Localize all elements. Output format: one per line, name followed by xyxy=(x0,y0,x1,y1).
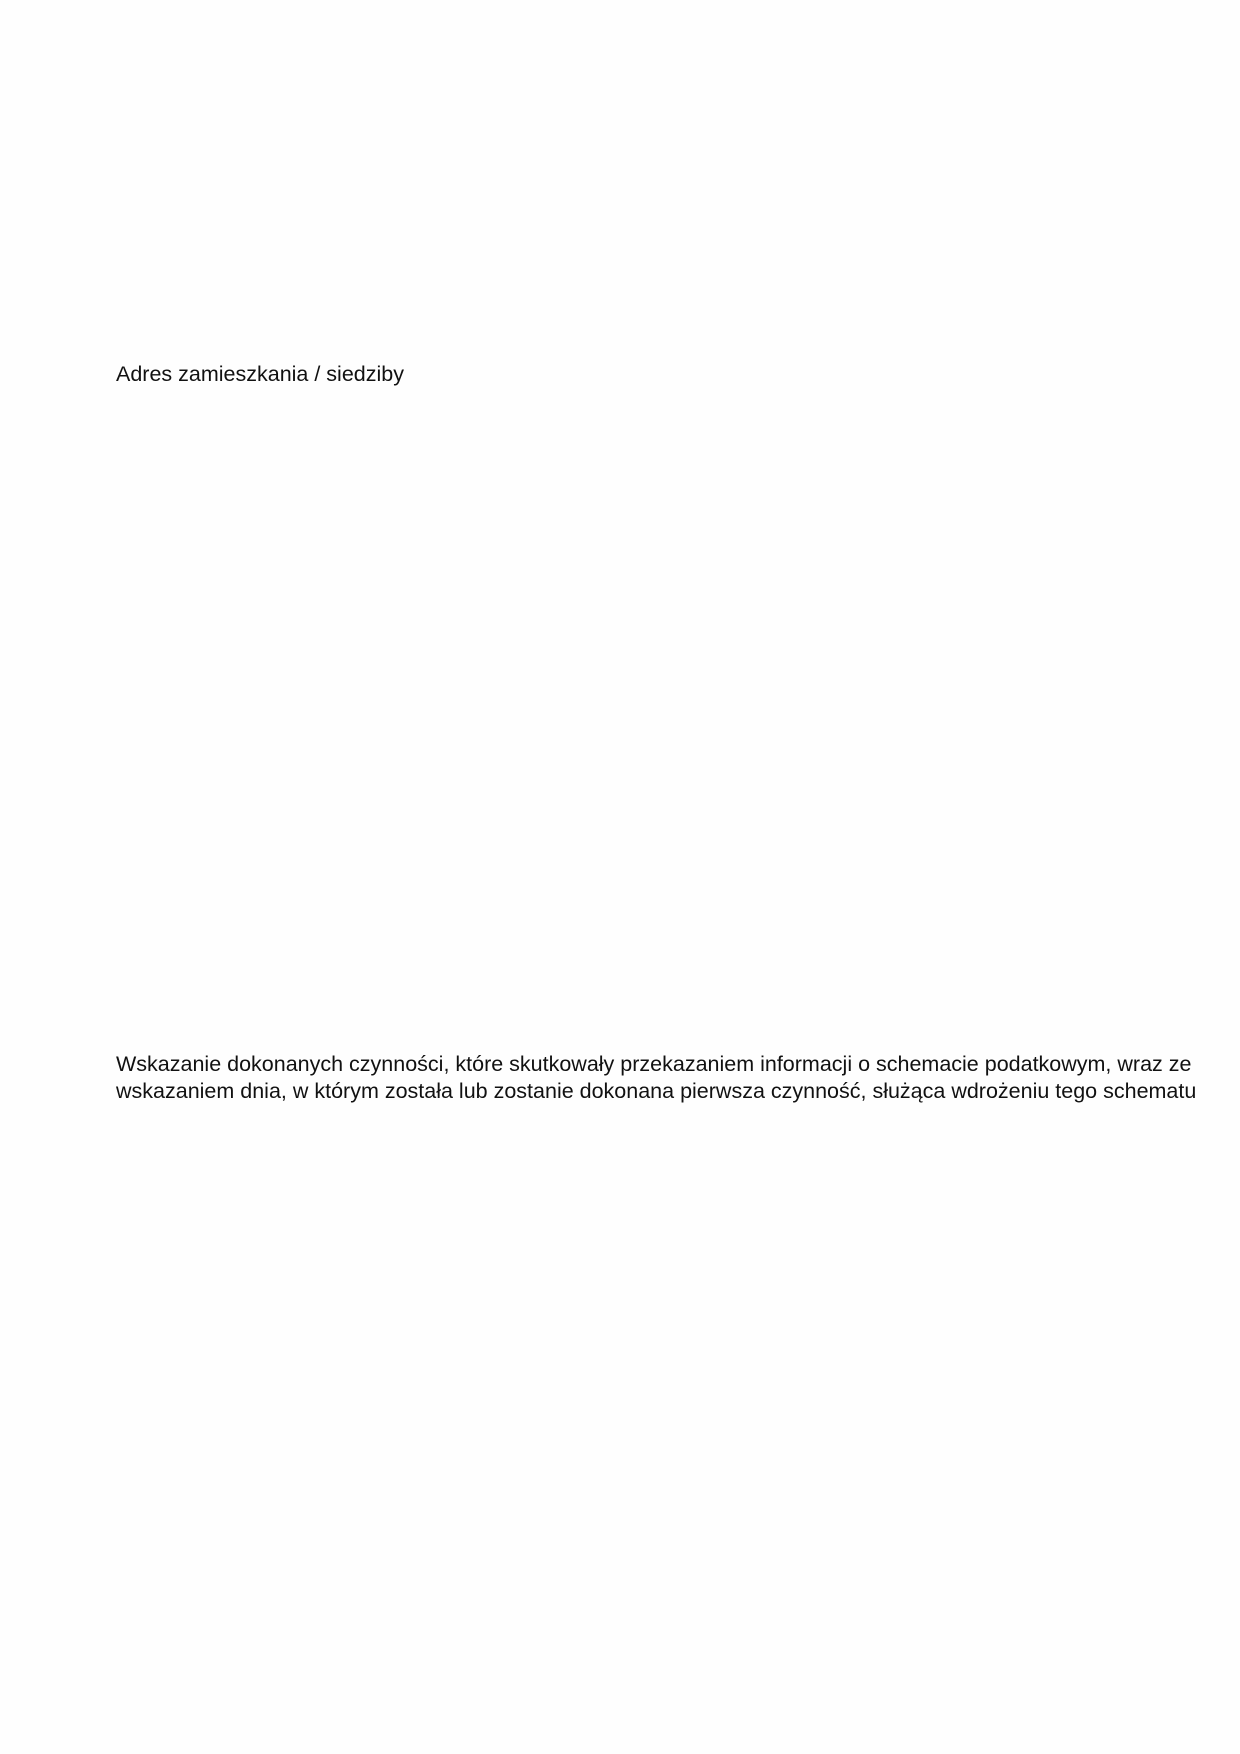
actions-description-label xyxy=(116,1051,1216,1105)
address-label: Adres zamieszkania / siedziby xyxy=(116,362,404,386)
actions-description-line-2: wskazaniem dnia, w którym została lub zostanie dokonana pierwsza czynność, służąca wdrożeniu tego schematu xyxy=(116,1079,1197,1103)
actions-description-line-1: Wskazanie dokonanych czynności, które skutkowały przekazaniem informacji o schemacie podatkowym, wraz ze xyxy=(116,1052,1192,1076)
